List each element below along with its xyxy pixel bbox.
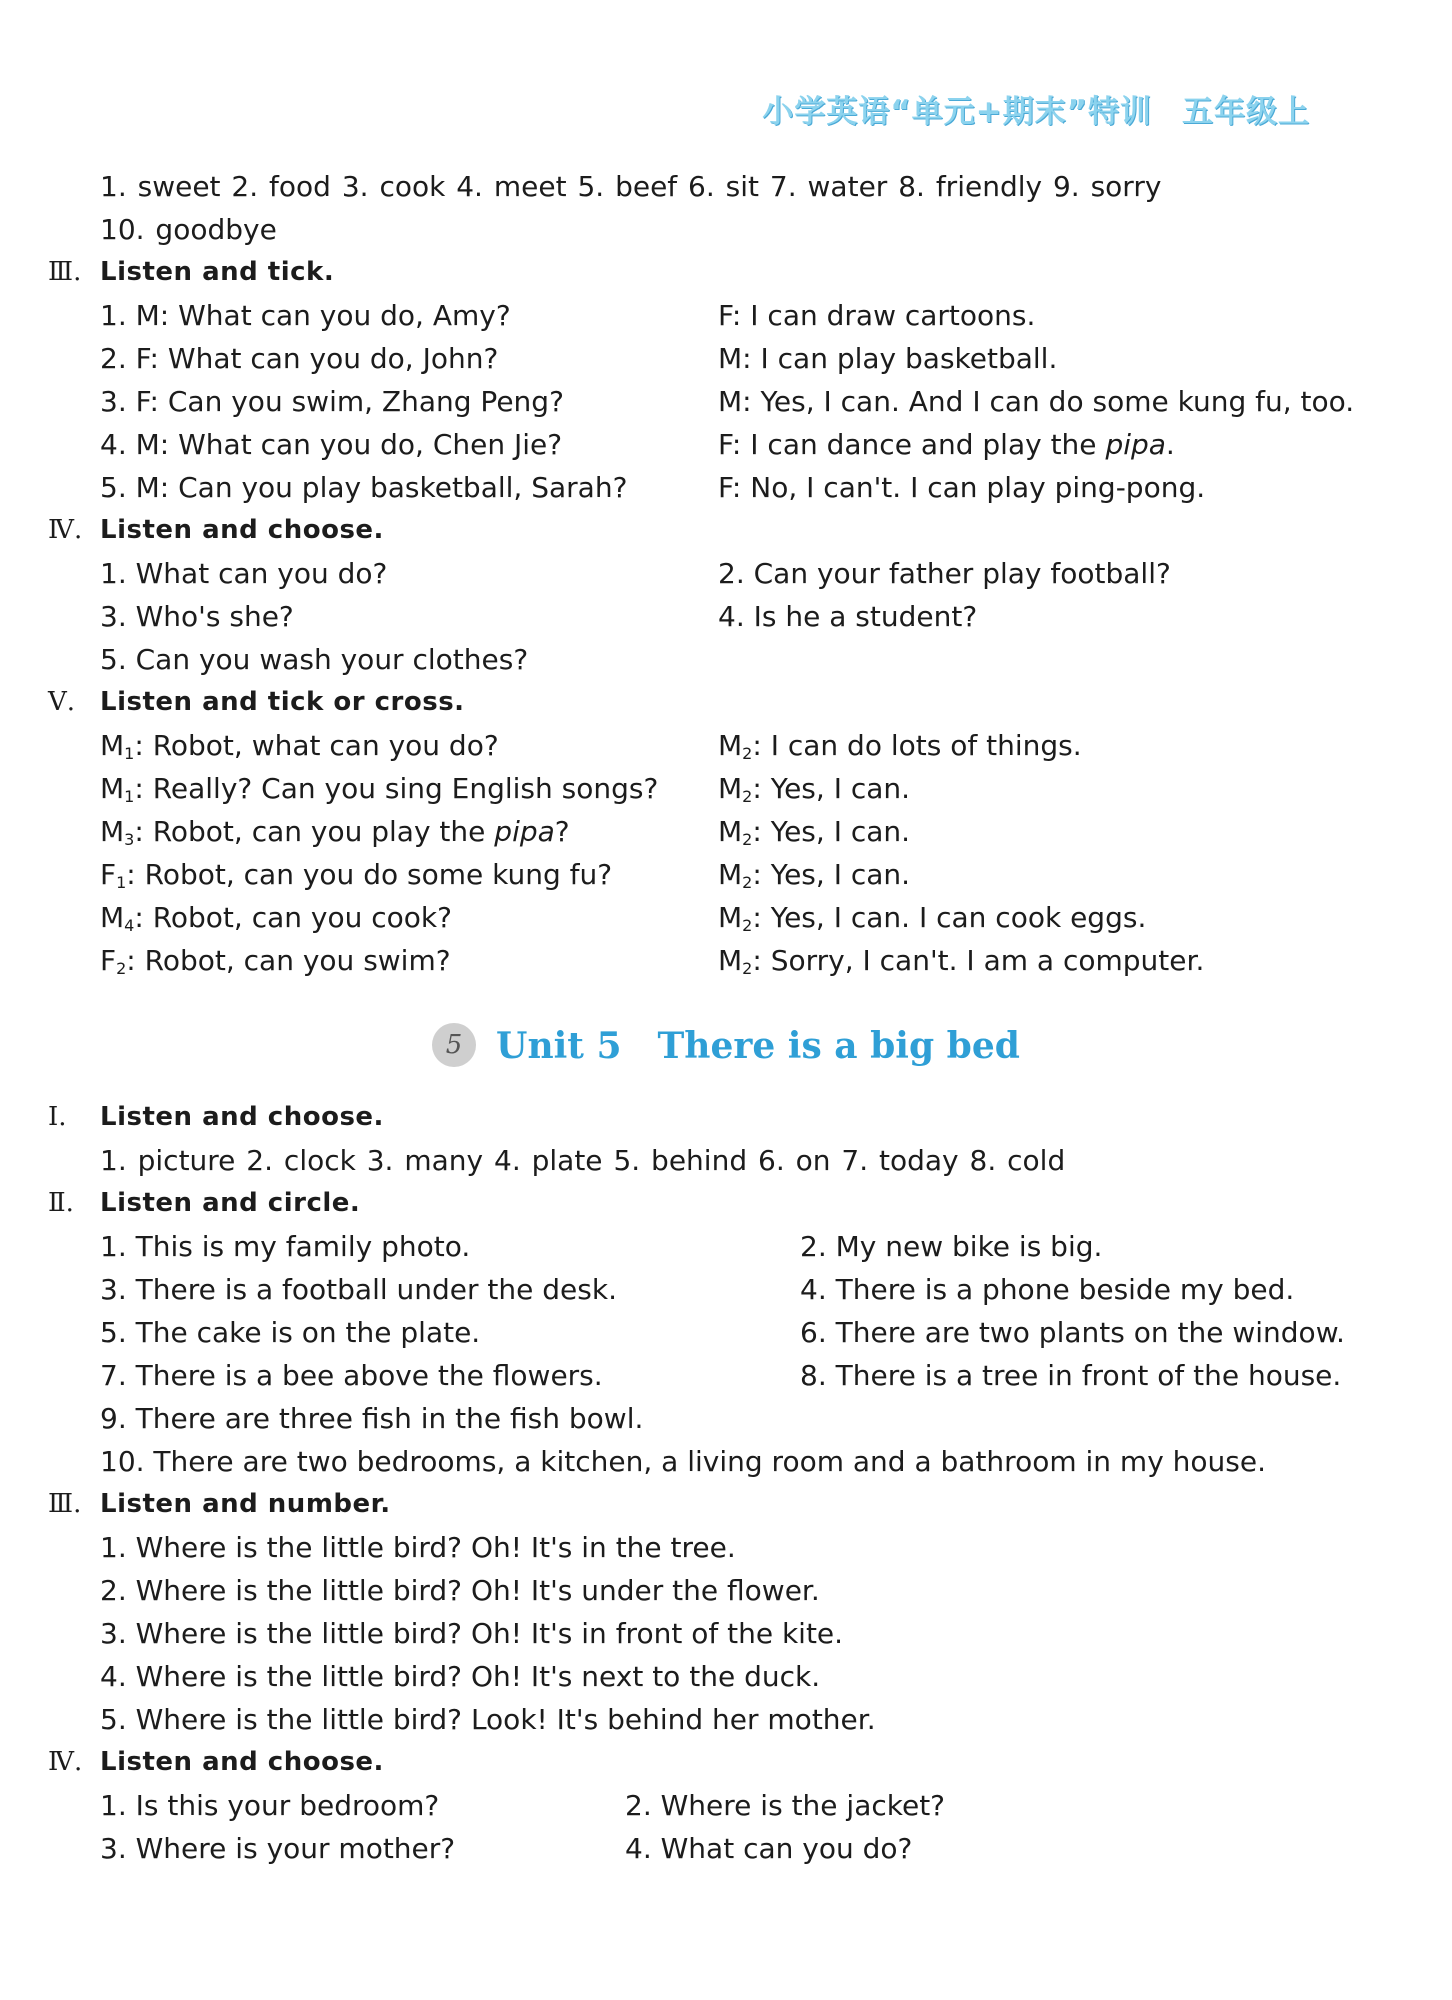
- item-row: [0, 1526, 1452, 1569]
- dialogue-row: [0, 767, 1452, 810]
- answer: F: I can draw cartoons.: [718, 299, 1036, 332]
- section-number: Ⅱ.: [48, 1188, 74, 1218]
- section-number: Ⅳ.: [48, 1747, 83, 1777]
- book-title: 小学英语“单元+期末”特训: [762, 94, 1152, 130]
- dialogue-row: [0, 853, 1452, 896]
- section-number: Ⅲ.: [48, 1489, 82, 1519]
- section-title: Listen and choose.: [100, 515, 384, 545]
- dialogue-row: [0, 423, 1452, 466]
- item: 1. This is my family photo.: [100, 1230, 471, 1263]
- question: $M_3$: Robot, can you play the pipa?: [100, 815, 570, 849]
- dialogue-row: [0, 294, 1452, 337]
- dialogue-row: [0, 380, 1452, 423]
- unit-heading: [0, 996, 1452, 1096]
- section-number: Ⅰ.: [48, 1102, 67, 1132]
- item-row: [0, 1311, 1452, 1354]
- answer: $M_2$: Yes, I can.: [718, 815, 911, 849]
- section-number: Ⅲ.: [48, 257, 82, 287]
- item-row: [0, 1225, 1452, 1268]
- item: 1. Where is the little bird? Oh! It's in the tree.: [100, 1531, 736, 1564]
- item: 2. My new bike is big.: [800, 1230, 1103, 1263]
- word-list-cont: 10. goodbye: [100, 213, 277, 246]
- item-row: [0, 1827, 1452, 1870]
- section-title: Listen and number.: [100, 1489, 391, 1519]
- item: 4. There is a phone beside my bed.: [800, 1273, 1295, 1306]
- answer: M: I can play basketball.: [718, 342, 1058, 375]
- question: 4. M: What can you do, Chen Jie?: [100, 428, 563, 461]
- item: 2. Where is the jacket?: [625, 1789, 946, 1822]
- item: 2. Can your father play football?: [718, 557, 1171, 590]
- dialogue-row: [0, 466, 1452, 509]
- item: 4. What can you do?: [625, 1832, 913, 1865]
- section-heading: [0, 1096, 1452, 1139]
- answer: M: Yes, I can. And I can do some kung fu, too.: [718, 385, 1355, 418]
- unit-badge-icon: 5: [432, 1023, 476, 1067]
- section-heading: [0, 1182, 1452, 1225]
- section-heading: [0, 1483, 1452, 1526]
- item-row: [0, 552, 1452, 595]
- section-title: Listen and tick.: [100, 257, 335, 287]
- section-title: Listen and choose.: [100, 1102, 384, 1132]
- item: 1. Is this your bedroom?: [100, 1789, 440, 1822]
- page-header: [762, 86, 1310, 131]
- item: 6. There are two plants on the window.: [800, 1316, 1345, 1349]
- answer: F: I can dance and play the pipa.: [718, 428, 1175, 461]
- item-row: [0, 1440, 1452, 1483]
- dialogue-row: [0, 337, 1452, 380]
- item: 4. Is he a student?: [718, 600, 978, 633]
- item-row: [0, 1354, 1452, 1397]
- item: 5. The cake is on the plate.: [100, 1316, 481, 1349]
- section-heading: [0, 681, 1452, 724]
- word-list: 1. picture 2. clock 3. many 4. plate 5. behind 6. on 7. today 8. cold: [100, 1144, 1066, 1177]
- item: 5. Where is the little bird? Look! It's behind her mother.: [100, 1703, 876, 1736]
- item: 7. There is a bee above the flowers.: [100, 1359, 603, 1392]
- answer: $M_2$: Sorry, I can't. I am a computer.: [718, 944, 1205, 978]
- answer: $M_2$: Yes, I can.: [718, 772, 911, 806]
- item-row: [0, 1655, 1452, 1698]
- item-row: [0, 1698, 1452, 1741]
- item: 9. There are three fish in the fish bowl.: [100, 1402, 644, 1435]
- section-number: Ⅳ.: [48, 515, 83, 545]
- question: $F_1$: Robot, can you do some kung fu?: [100, 858, 613, 892]
- item: 3. Where is your mother?: [100, 1832, 456, 1865]
- question: $M_4$: Robot, can you cook?: [100, 901, 452, 935]
- question: 3. F: Can you swim, Zhang Peng?: [100, 385, 564, 418]
- item: 3. Where is the little bird? Oh! It's in front of the kite.: [100, 1617, 844, 1650]
- item: 8. There is a tree in front of the house.: [800, 1359, 1342, 1392]
- section-title: Listen and circle.: [100, 1188, 361, 1218]
- question: 5. M: Can you play basketball, Sarah?: [100, 471, 628, 504]
- item: 10. There are two bedrooms, a kitchen, a living room and a bathroom in my house.: [100, 1445, 1267, 1478]
- section-title: Listen and tick or cross.: [100, 687, 465, 717]
- item: 3. Who's she?: [100, 600, 294, 633]
- answer: $M_2$: Yes, I can. I can cook eggs.: [718, 901, 1147, 935]
- section-heading: [0, 251, 1452, 294]
- question: $M_1$: Really? Can you sing English songs?: [100, 772, 659, 806]
- question: 2. F: What can you do, John?: [100, 342, 499, 375]
- question: $F_2$: Robot, can you swim?: [100, 944, 451, 978]
- dialogue-row: [0, 724, 1452, 767]
- unit-title: There is a big bed: [657, 1025, 1020, 1067]
- section-number: Ⅴ.: [48, 687, 76, 717]
- item-row: [0, 638, 1452, 681]
- dialogue-row: [0, 939, 1452, 982]
- item-row: [0, 1268, 1452, 1311]
- item-row: [0, 1569, 1452, 1612]
- section-heading: [0, 1741, 1452, 1784]
- item-row: [0, 1612, 1452, 1655]
- item: 1. What can you do?: [100, 557, 388, 590]
- unit-number: Unit 5: [496, 1025, 622, 1067]
- dialogue-row: [0, 896, 1452, 939]
- section-heading: [0, 509, 1452, 552]
- item: 3. There is a football under the desk.: [100, 1273, 617, 1306]
- item-row: [0, 1784, 1452, 1827]
- answer: F: No, I can't. I can play ping-pong.: [718, 471, 1206, 504]
- item: 5. Can you wash your clothes?: [100, 643, 529, 676]
- grade-label: 五年级上: [1182, 94, 1310, 130]
- question: $M_1$: Robot, what can you do?: [100, 729, 499, 763]
- answer: $M_2$: I can do lots of things.: [718, 729, 1082, 763]
- word-list: 1. sweet 2. food 3. cook 4. meet 5. beef 6. sit 7. water 8. friendly 9. sorry: [100, 170, 1162, 203]
- section-title: Listen and choose.: [100, 1747, 384, 1777]
- answer: $M_2$: Yes, I can.: [718, 858, 911, 892]
- dialogue-row: [0, 810, 1452, 853]
- question: 1. M: What can you do, Amy?: [100, 299, 511, 332]
- item-row: [0, 595, 1452, 638]
- item-row: [0, 1397, 1452, 1440]
- item: 2. Where is the little bird? Oh! It's under the flower.: [100, 1574, 820, 1607]
- item: 4. Where is the little bird? Oh! It's next to the duck.: [100, 1660, 821, 1693]
- answer-content: [0, 165, 1452, 1870]
